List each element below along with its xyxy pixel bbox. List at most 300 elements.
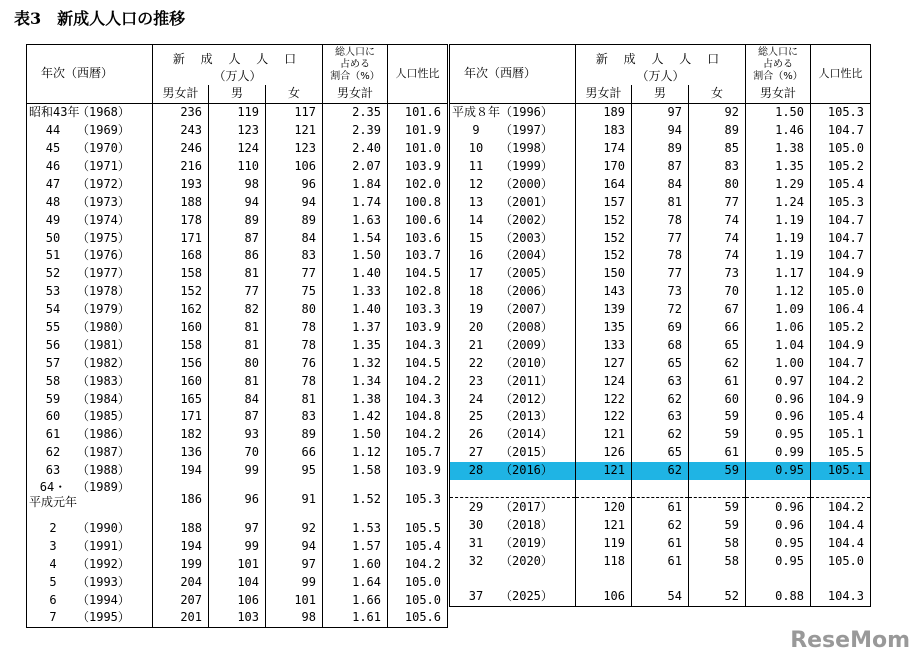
male-cell <box>632 570 689 588</box>
table-row <box>450 211 871 229</box>
sex-ratio-cell: 104.3 <box>388 336 448 354</box>
year-cell <box>450 211 576 229</box>
year-cell <box>27 265 153 283</box>
male-cell: 80 <box>209 354 266 372</box>
header-new-adults: 新 成 人 人 口 （万人） <box>153 45 323 86</box>
ratio-cell: 0.96 <box>746 408 811 426</box>
male-cell: 99 <box>209 537 266 555</box>
female-cell <box>689 480 746 498</box>
male-cell: 93 <box>209 426 266 444</box>
era-label: 56 <box>45 337 61 352</box>
header-year: 年次（西暦） <box>450 45 576 104</box>
ratio-cell: 1.46 <box>746 122 811 140</box>
table-row <box>450 193 871 211</box>
total-cell: 216 <box>153 158 209 176</box>
era-label-2: 平成元年 <box>29 494 78 509</box>
female-cell: 77 <box>689 193 746 211</box>
male-cell: 72 <box>632 301 689 319</box>
total-cell: 156 <box>153 354 209 372</box>
male-cell: 119 <box>209 103 266 121</box>
year-cell <box>450 534 576 552</box>
male-cell: 62 <box>632 390 689 408</box>
era-label: 50 <box>45 230 61 245</box>
total-cell: 121 <box>576 426 632 444</box>
ratio-cell <box>746 570 811 588</box>
female-cell: 91 <box>266 480 323 520</box>
male-cell: 94 <box>632 122 689 140</box>
table-row <box>27 408 448 426</box>
total-cell: 160 <box>153 372 209 390</box>
table-row <box>27 390 448 408</box>
total-cell: 162 <box>153 301 209 319</box>
year-cell <box>27 122 153 140</box>
male-cell: 98 <box>209 175 266 193</box>
year-cell <box>450 408 576 426</box>
male-cell: 97 <box>209 520 266 538</box>
western-year: （2018） <box>500 517 553 532</box>
year-cell <box>27 319 153 337</box>
era-label: 6 <box>49 592 57 607</box>
ratio-cell: 1.52 <box>323 480 388 520</box>
table-row <box>27 354 448 372</box>
western-year: （2001） <box>500 194 553 209</box>
male-cell: 99 <box>209 462 266 480</box>
male-cell: 81 <box>209 372 266 390</box>
year-cell <box>27 103 153 121</box>
sex-ratio-cell: 105.4 <box>811 408 871 426</box>
year-cell <box>27 175 153 193</box>
sex-ratio-cell: 105.7 <box>388 444 448 462</box>
year-cell <box>27 193 153 211</box>
total-cell: 165 <box>153 390 209 408</box>
western-year: （1997） <box>500 123 553 138</box>
table-row <box>450 480 871 498</box>
year-cell <box>450 372 576 390</box>
total-cell: 152 <box>576 211 632 229</box>
female-cell: 89 <box>266 426 323 444</box>
female-cell: 61 <box>689 372 746 390</box>
table-row <box>27 301 448 319</box>
female-cell: 85 <box>689 140 746 158</box>
table-row <box>450 283 871 301</box>
ratio-cell: 2.07 <box>323 158 388 176</box>
era-label: 2 <box>49 521 57 536</box>
era-label: 59 <box>45 391 61 406</box>
table-row <box>27 480 448 520</box>
era-label: 28 <box>468 463 484 478</box>
era-label: 9 <box>472 123 480 138</box>
ratio-cell: 1.29 <box>746 175 811 193</box>
table-row <box>450 247 871 265</box>
sex-ratio-cell: 104.7 <box>811 122 871 140</box>
total-cell: 118 <box>576 552 632 570</box>
sex-ratio-cell: 101.0 <box>388 140 448 158</box>
western-year: （1988） <box>77 463 130 478</box>
western-year: （1976） <box>77 248 130 263</box>
sex-ratio-cell <box>811 480 871 498</box>
sex-ratio-cell: 104.5 <box>388 265 448 283</box>
total-cell: 121 <box>576 462 632 480</box>
total-cell: 143 <box>576 283 632 301</box>
sex-ratio-cell: 104.9 <box>811 390 871 408</box>
sex-ratio-cell: 102.8 <box>388 283 448 301</box>
western-year: （1990） <box>77 521 130 536</box>
total-cell: 120 <box>576 498 632 516</box>
era-label: 53 <box>45 284 61 299</box>
header-sex-ratio: 人口性比 <box>388 45 448 104</box>
era-label: 27 <box>468 445 484 460</box>
year-cell <box>27 426 153 444</box>
female-cell: 58 <box>689 552 746 570</box>
table-row <box>450 372 871 390</box>
sex-ratio-cell: 105.4 <box>811 175 871 193</box>
header-ratio-total: 男女計 <box>746 85 811 103</box>
female-cell: 59 <box>689 498 746 516</box>
sex-ratio-cell: 104.3 <box>811 588 871 606</box>
ratio-cell <box>746 480 811 498</box>
sex-ratio-cell: 105.3 <box>811 103 871 121</box>
ratio-cell: 0.95 <box>746 534 811 552</box>
male-cell: 106 <box>209 591 266 609</box>
western-year: （1980） <box>77 320 130 335</box>
total-cell: 204 <box>153 573 209 591</box>
western-year: （1986） <box>77 427 130 442</box>
western-year: （2014） <box>500 427 553 442</box>
sex-ratio-cell: 105.2 <box>811 319 871 337</box>
sex-ratio-cell: 104.2 <box>811 498 871 516</box>
sex-ratio-cell: 104.9 <box>811 265 871 283</box>
era-label: 4 <box>49 556 57 571</box>
sex-ratio-cell: 103.9 <box>388 158 448 176</box>
ratio-cell: 1.63 <box>323 211 388 229</box>
ratio-cell: 2.35 <box>323 103 388 121</box>
year-cell <box>27 537 153 555</box>
sex-ratio-cell: 104.5 <box>388 354 448 372</box>
male-cell: 89 <box>632 140 689 158</box>
female-cell: 59 <box>689 426 746 444</box>
era-label: 64・ <box>39 479 67 494</box>
sex-ratio-cell: 105.0 <box>811 140 871 158</box>
era-label: 29 <box>468 499 484 514</box>
year-cell <box>27 211 153 229</box>
male-cell: 63 <box>632 372 689 390</box>
western-year: （2010） <box>500 355 553 370</box>
ratio-cell: 1.32 <box>323 354 388 372</box>
header-year: 年次（西暦） <box>27 45 153 104</box>
ratio-cell: 0.96 <box>746 498 811 516</box>
table-row <box>450 552 871 570</box>
female-cell: 59 <box>689 408 746 426</box>
table-row <box>27 229 448 247</box>
western-year: （2004） <box>500 248 553 263</box>
female-cell: 92 <box>689 103 746 121</box>
ratio-cell: 1.34 <box>323 372 388 390</box>
sex-ratio-cell: 103.7 <box>388 247 448 265</box>
sex-ratio-cell: 105.5 <box>388 520 448 538</box>
year-cell <box>27 573 153 591</box>
table-row <box>450 319 871 337</box>
male-cell: 69 <box>632 319 689 337</box>
year-cell <box>450 158 576 176</box>
female-cell: 89 <box>689 122 746 140</box>
table-row <box>27 462 448 480</box>
year-cell <box>450 247 576 265</box>
table-row <box>450 426 871 444</box>
total-cell: 133 <box>576 336 632 354</box>
sex-ratio-cell: 105.3 <box>388 480 448 520</box>
sex-ratio-cell: 105.1 <box>811 426 871 444</box>
total-cell: 164 <box>576 175 632 193</box>
female-cell: 65 <box>689 336 746 354</box>
table-row <box>27 103 448 121</box>
western-year: （2020） <box>500 553 553 568</box>
year-cell <box>27 591 153 609</box>
table-row <box>27 573 448 591</box>
sex-ratio-cell: 103.6 <box>388 229 448 247</box>
ratio-cell: 1.04 <box>746 336 811 354</box>
total-cell: 194 <box>153 462 209 480</box>
era-label: 10 <box>468 141 484 156</box>
western-year: （1984） <box>77 391 130 406</box>
table-row <box>27 211 448 229</box>
western-year: （2008） <box>500 320 553 335</box>
total-cell: 246 <box>153 140 209 158</box>
year-cell <box>450 319 576 337</box>
female-cell: 78 <box>266 372 323 390</box>
ratio-cell: 1.54 <box>323 229 388 247</box>
male-cell: 62 <box>632 426 689 444</box>
ratio-cell: 1.42 <box>323 408 388 426</box>
era-label: 61 <box>45 427 61 442</box>
table-row <box>27 372 448 390</box>
ratio-cell: 0.95 <box>746 426 811 444</box>
total-cell: 122 <box>576 408 632 426</box>
era-label: 17 <box>468 266 484 281</box>
western-year: （1998） <box>500 141 553 156</box>
sex-ratio-cell: 104.2 <box>388 555 448 573</box>
table-row <box>27 319 448 337</box>
year-cell <box>450 265 576 283</box>
total-cell: 139 <box>576 301 632 319</box>
male-cell: 82 <box>209 301 266 319</box>
year-cell <box>27 229 153 247</box>
male-cell: 78 <box>632 211 689 229</box>
male-cell: 65 <box>632 444 689 462</box>
year-cell <box>27 140 153 158</box>
total-cell: 171 <box>153 408 209 426</box>
ratio-cell: 1.53 <box>323 520 388 538</box>
total-cell: 207 <box>153 591 209 609</box>
western-year: （1996） <box>500 105 553 120</box>
male-cell: 65 <box>632 354 689 372</box>
sex-ratio-cell: 105.4 <box>388 537 448 555</box>
sex-ratio-cell: 105.0 <box>811 552 871 570</box>
year-cell <box>450 480 576 498</box>
table-row <box>450 498 871 516</box>
male-cell: 123 <box>209 122 266 140</box>
total-cell: 199 <box>153 555 209 573</box>
female-cell: 96 <box>266 175 323 193</box>
total-cell: 157 <box>576 193 632 211</box>
total-cell: 183 <box>576 122 632 140</box>
table-row <box>450 462 871 480</box>
ratio-cell: 1.19 <box>746 211 811 229</box>
male-cell: 73 <box>632 283 689 301</box>
western-year: （1972） <box>77 176 130 191</box>
year-cell <box>450 498 576 516</box>
era-label: 51 <box>45 248 61 263</box>
western-year: （2011） <box>500 373 553 388</box>
western-year: （1975） <box>77 230 130 245</box>
female-cell: 94 <box>266 537 323 555</box>
sex-ratio-cell: 104.8 <box>388 408 448 426</box>
ratio-cell: 1.37 <box>323 319 388 337</box>
male-cell: 54 <box>632 588 689 606</box>
ratio-cell: 1.24 <box>746 193 811 211</box>
ratio-cell: 1.84 <box>323 175 388 193</box>
sex-ratio-cell: 104.9 <box>811 336 871 354</box>
female-cell: 52 <box>689 588 746 606</box>
female-cell: 74 <box>689 211 746 229</box>
male-cell: 81 <box>209 336 266 354</box>
ratio-cell: 1.38 <box>746 140 811 158</box>
ratio-cell: 1.06 <box>746 319 811 337</box>
male-cell: 62 <box>632 462 689 480</box>
female-cell: 97 <box>266 555 323 573</box>
female-cell: 83 <box>266 247 323 265</box>
female-cell: 99 <box>266 573 323 591</box>
female-cell: 70 <box>689 283 746 301</box>
female-cell: 121 <box>266 122 323 140</box>
western-year: （2009） <box>500 337 553 352</box>
female-cell: 84 <box>266 229 323 247</box>
year-cell <box>450 193 576 211</box>
era-label: 12 <box>468 176 484 191</box>
table-row <box>450 103 871 121</box>
table-row <box>27 591 448 609</box>
sex-ratio-cell: 105.5 <box>811 444 871 462</box>
western-year: （2019） <box>500 535 553 550</box>
era-label: 18 <box>468 284 484 299</box>
male-cell: 81 <box>632 193 689 211</box>
western-year: （1977） <box>77 266 130 281</box>
year-cell <box>450 229 576 247</box>
era-label: 3 <box>49 538 57 553</box>
male-cell: 101 <box>209 555 266 573</box>
male-cell: 81 <box>209 319 266 337</box>
ratio-cell: 1.61 <box>323 609 388 627</box>
female-cell: 62 <box>689 354 746 372</box>
female-cell <box>689 570 746 588</box>
table-row <box>27 283 448 301</box>
western-year: （1979） <box>77 302 130 317</box>
ratio-cell: 1.40 <box>323 301 388 319</box>
female-cell: 74 <box>689 229 746 247</box>
year-cell <box>450 426 576 444</box>
year-cell <box>27 247 153 265</box>
ratio-cell: 1.35 <box>746 158 811 176</box>
sex-ratio-cell: 101.6 <box>388 103 448 121</box>
sex-ratio-cell: 103.9 <box>388 319 448 337</box>
western-year: （2016） <box>500 463 553 478</box>
western-year: （2017） <box>500 499 553 514</box>
total-cell: 119 <box>576 534 632 552</box>
western-year: （1974） <box>77 212 130 227</box>
total-cell: 243 <box>153 122 209 140</box>
female-cell: 74 <box>689 247 746 265</box>
year-cell <box>450 588 576 606</box>
male-cell: 81 <box>209 265 266 283</box>
western-year: （1973） <box>77 194 130 209</box>
table-row <box>27 520 448 538</box>
era-label: 48 <box>45 194 61 209</box>
table-title <box>14 6 201 29</box>
total-cell: 178 <box>153 211 209 229</box>
era-label: 11 <box>468 159 484 173</box>
ratio-cell: 1.74 <box>323 193 388 211</box>
total-cell: 122 <box>576 390 632 408</box>
table-row <box>27 158 448 176</box>
male-cell: 104 <box>209 573 266 591</box>
era-label: 32 <box>468 553 484 568</box>
year-cell <box>27 609 153 627</box>
era-label: 31 <box>468 535 484 550</box>
year-cell <box>450 103 576 121</box>
era-label: 44 <box>45 123 61 138</box>
male-cell: 61 <box>632 534 689 552</box>
total-cell: 201 <box>153 609 209 627</box>
female-cell: 101 <box>266 591 323 609</box>
table-row <box>27 265 448 283</box>
female-cell: 66 <box>266 444 323 462</box>
male-cell: 70 <box>209 444 266 462</box>
year-cell <box>27 390 153 408</box>
era-label: 5 <box>49 574 57 589</box>
era-label: 21 <box>468 337 484 352</box>
total-cell: 170 <box>576 158 632 176</box>
era-label: 54 <box>45 302 61 317</box>
male-cell: 68 <box>632 336 689 354</box>
era-label: 14 <box>468 212 484 227</box>
table-row <box>450 336 871 354</box>
table-row <box>450 390 871 408</box>
sex-ratio-cell: 104.2 <box>811 372 871 390</box>
year-cell <box>450 140 576 158</box>
year-cell <box>27 336 153 354</box>
total-cell: 168 <box>153 247 209 265</box>
western-year: （1993） <box>77 574 130 589</box>
table-row <box>450 265 871 283</box>
year-cell <box>27 444 153 462</box>
female-cell: 117 <box>266 103 323 121</box>
era-label: 23 <box>468 373 484 388</box>
total-cell: 236 <box>153 103 209 121</box>
male-cell: 96 <box>209 480 266 520</box>
ratio-cell: 1.17 <box>746 265 811 283</box>
total-cell <box>576 570 632 588</box>
total-cell <box>576 480 632 498</box>
western-year: （1971） <box>77 159 130 173</box>
female-cell: 89 <box>266 211 323 229</box>
sex-ratio-cell: 105.6 <box>388 609 448 627</box>
western-year: （2003） <box>500 230 553 245</box>
western-year: （1999） <box>500 159 553 173</box>
female-cell: 80 <box>689 175 746 193</box>
female-cell: 60 <box>689 390 746 408</box>
table-row <box>27 247 448 265</box>
western-year: （2006） <box>500 284 553 299</box>
total-cell: 188 <box>153 193 209 211</box>
